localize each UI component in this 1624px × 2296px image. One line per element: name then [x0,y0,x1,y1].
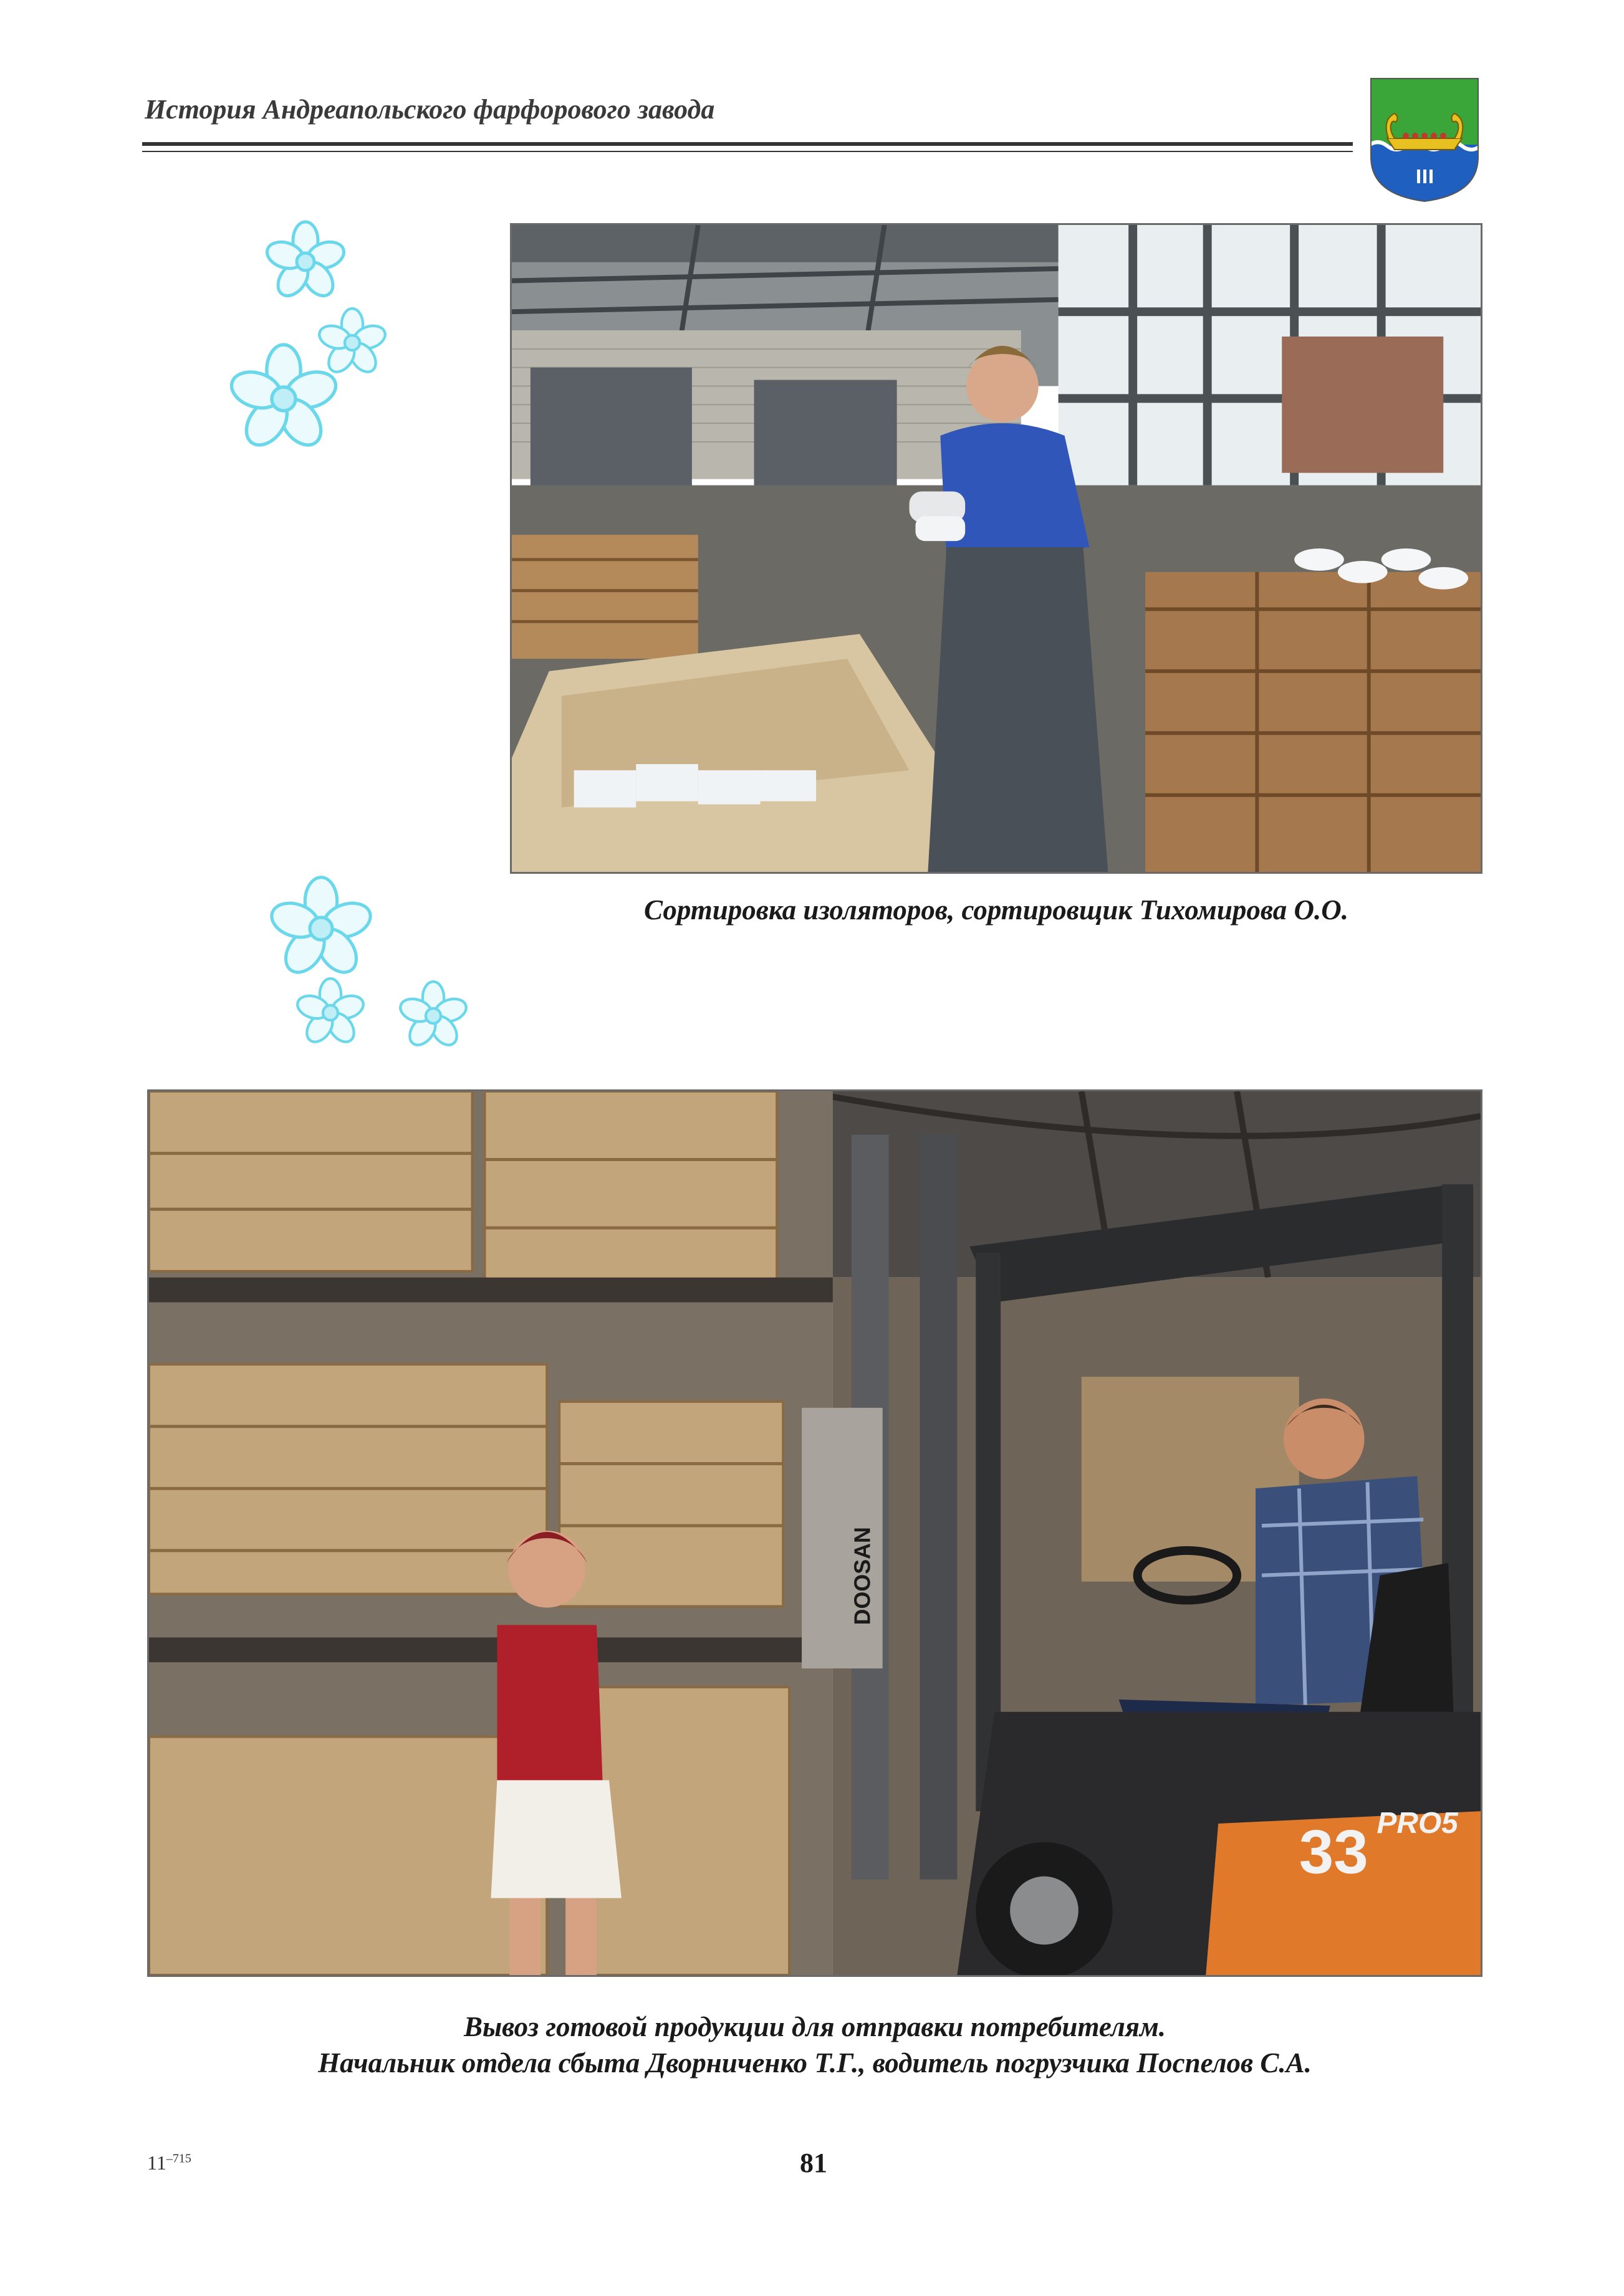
forklift-unit-number: 33 [1299,1817,1368,1887]
header-rule-thin [142,151,1353,152]
sheet-signature-sup: –715 [166,2151,191,2166]
photo-2-caption-line-2: Начальник отдела сбыта Дворниченко Т.Г., водитель погрузчика Поспелов С.А. [318,2047,1312,2078]
flower-icon [293,975,368,1050]
forklift-model-badge: PRO5 [1377,1806,1458,1840]
sheet-signature-base: 11 [147,2151,166,2174]
header-rule-thick [142,142,1353,146]
photo-1-caption: Сортировка изоляторов, сортировщик Тихомирова О.О. [644,894,1348,926]
page-number: 81 [800,2148,827,2178]
flower-icon [396,978,471,1053]
flower-icon [262,218,349,305]
sheet-signature-mark [147,2151,191,2174]
running-title: История Андреапольского фарфорового завода [145,94,715,125]
photo-sorting-insulators [510,223,1482,874]
photo-forklift-shipping [147,1089,1482,1977]
coat-of-arms-icon [1368,76,1481,204]
flower-icon [265,873,377,985]
flower-icon [224,340,343,458]
forklift-brand-label: DOOSAN [850,1527,875,1625]
photo-2-caption-line-1: Вывоз готовой продукции для отправки потребителям. [463,2011,1166,2042]
